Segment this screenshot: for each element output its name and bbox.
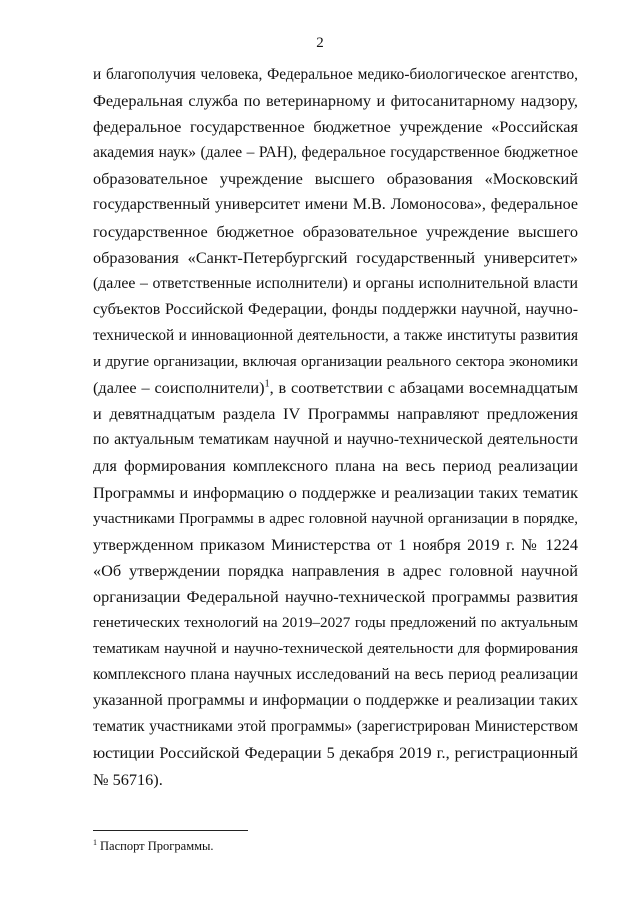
- footnote-text: Паспорт Программы.: [100, 839, 214, 853]
- footnote-separator: [93, 830, 248, 831]
- text-line: технической и инновационной деятельности, а также институты развития: [93, 326, 578, 344]
- text-fragment: (далее – соисполнители): [93, 378, 265, 398]
- text-line: образовательное учреждение высшего образования «Московский: [93, 169, 578, 189]
- text-line: академия наук» (далее – РАН), федеральное государственное бюджетное: [93, 144, 578, 162]
- text-line: субъектов Российской Федерации, фонды поддержки научной, научно-: [93, 300, 578, 318]
- text-line: утвержденном приказом Министерства от 1 ноября 2019 г. № 1224: [93, 534, 578, 554]
- text-line: Федеральная служба по ветеринарному и фитосанитарному надзору,: [93, 91, 578, 111]
- text-line: и благополучия человека, Федеральное медико-биологическое агентство,: [93, 66, 578, 83]
- text-line: по актуальным тематикам научной и научно-технической деятельности: [93, 431, 578, 449]
- text-line: «Об утверждении порядка направления в адрес головной научной: [93, 560, 578, 580]
- text-line: федеральное государственное бюджетное учреждение «Российская: [93, 117, 578, 137]
- text-line: и девятнадцатым раздела IV Программы направляют предложения: [93, 404, 578, 424]
- footnote: [93, 838, 214, 854]
- body-paragraph: [93, 62, 578, 793]
- text-line: государственное бюджетное образовательное учреждение высшего: [93, 221, 578, 241]
- text-line: Программы и информацию о поддержке и реализации таких тематик: [93, 482, 578, 502]
- text-line: для формирования комплексного плана на весь период реализации: [93, 456, 578, 476]
- text-line: (далее – ответственные исполнители) и органы исполнительной власти: [93, 274, 578, 292]
- footnote-reference: 1: [264, 378, 270, 390]
- footnote-marker: 1: [93, 837, 97, 847]
- text-line: организации Федеральной научно-технической программы развития: [93, 586, 578, 606]
- text-line: образования «Санкт-Петербургский государственный университет»: [93, 247, 578, 267]
- text-line: тематик участниками этой программы» (зарегистрирован Министерством: [93, 718, 578, 736]
- page-number: 2: [316, 35, 324, 51]
- text-line: комплексного плана научных исследований на весь период реализации: [93, 666, 578, 684]
- text-line: государственный университет имени М.В. Ломоносова», федеральное: [93, 196, 578, 214]
- text-fragment: , в соответствии с абзацами восемнадцатым: [269, 378, 578, 398]
- text-line: тематикам научной и научно-технической деятельности для формирования: [93, 641, 578, 658]
- text-line: генетических технологий на 2019–2027 годы предложений по актуальным: [93, 613, 578, 631]
- text-line: юстиции Российской Федерации 5 декабря 2019 г., регистрационный: [93, 743, 578, 763]
- text-line: участниками Программы в адрес головной научной организации в порядке,: [93, 510, 578, 527]
- text-line: и другие организации, включая организации реального сектора экономики: [93, 354, 578, 371]
- text-line: указанной программы и информации о поддержке и реализации таких: [93, 692, 578, 710]
- text-line: № 56716).: [93, 769, 163, 789]
- text-line: [93, 375, 578, 401]
